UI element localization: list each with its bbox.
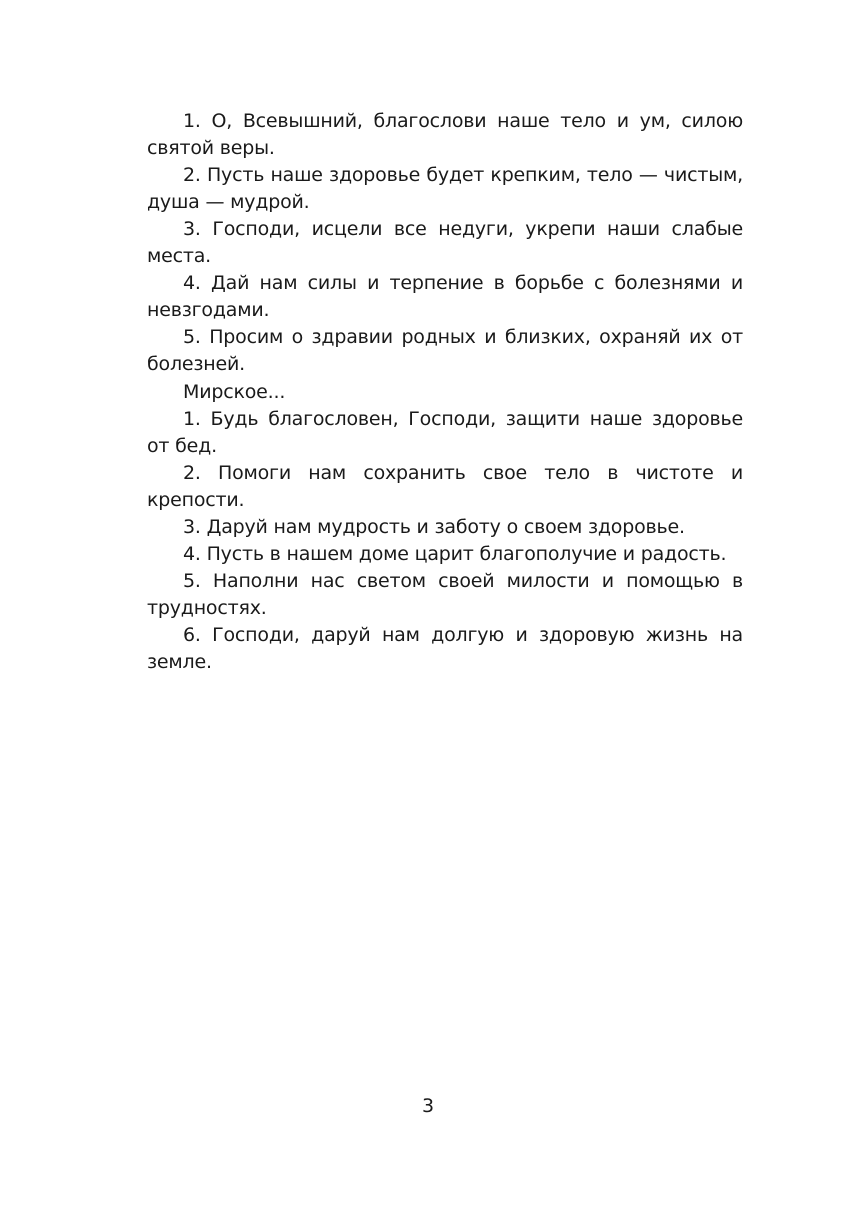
prayer-item: 6. Господи, даруй нам долгую и здоровую жизнь на земле.: [147, 624, 743, 673]
prayer-item: 2. Помоги нам сохранить свое тело в чистоте и крепости.: [147, 462, 743, 511]
prayer-item: 1. Будь благословен, Господи, защити наше здоровье от бед.: [147, 408, 743, 457]
section-heading: Мирское...: [183, 381, 286, 403]
prayer-list-1: [147, 108, 743, 378]
prayer-item: 3. Даруй нам мудрость и заботу о своем здоровье.: [183, 516, 685, 538]
prayer-item: 5. Просим о здравии родных и близких, охраняй их от болезней.: [147, 326, 743, 375]
page-number: 3: [421, 1095, 435, 1117]
prayer-item: 5. Наполни нас светом своей милости и помощью в трудностях.: [147, 570, 743, 619]
prayer-item: 4. Пусть в нашем доме царит благополучие и радость.: [183, 543, 727, 565]
prayer-item: 2. Пусть наше здоровье будет крепким, тело — чистым, душа — мудрой.: [147, 164, 743, 213]
prayer-list-2: [147, 379, 743, 676]
prayer-item: 1. О, Всевышний, благослови наше тело и ум, силою святой веры.: [147, 110, 743, 159]
prayer-item: 3. Господи, исцели все недуги, укрепи наши слабые места.: [147, 218, 743, 267]
prayer-item: 4. Дай нам силы и терпение в борьбе с болезнями и невзгодами.: [147, 272, 743, 321]
